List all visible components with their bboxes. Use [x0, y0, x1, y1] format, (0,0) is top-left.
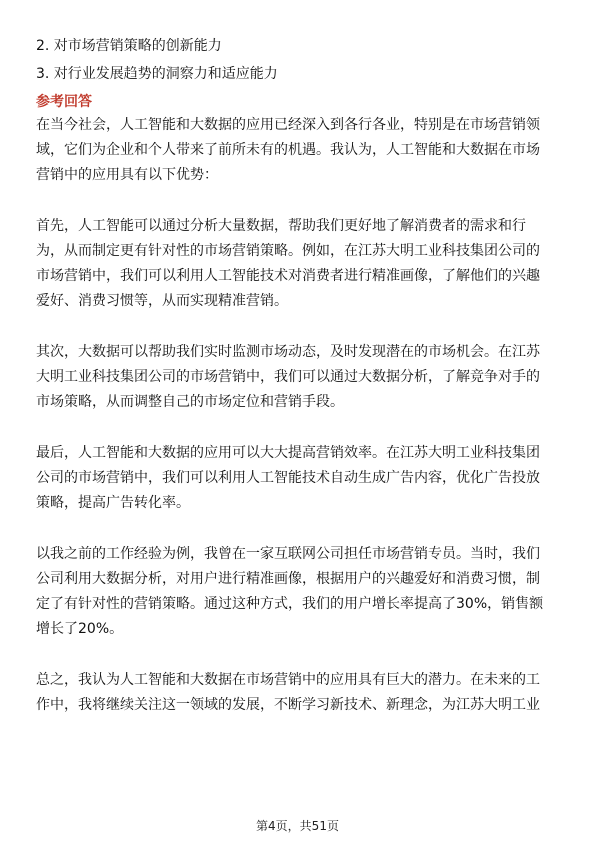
paragraph — [36, 340, 559, 415]
paragraph — [36, 441, 559, 516]
paragraph-line: 策略，提高广告转化率。 — [36, 495, 190, 511]
list-item: 2. 对市场营销策略的创新能力 — [36, 38, 222, 54]
page-content — [36, 34, 559, 718]
paragraph-line: 定了有针对性的营销策略。通过这种方式，我们的用户增长率提高了30%，销售额 — [36, 596, 544, 612]
paragraph — [36, 668, 559, 718]
paragraph-line: 公司利用大数据分析，对用户进行精准画像，根据用户的兴趣爱好和消费习惯，制 — [36, 571, 540, 587]
section-label: 参考回答 — [36, 94, 92, 110]
paragraph — [36, 542, 559, 642]
paragraph-line: 在当今社会，人工智能和大数据的应用已经深入到各行各业，特别是在市场营销领 — [36, 117, 540, 133]
paragraph-line: 大明工业科技集团公司的市场营销中，我们可以通过大数据分析，了解竞争对手的 — [36, 369, 540, 385]
paragraph-line: 市场策略，从而调整自己的市场定位和营销手段。 — [36, 394, 344, 410]
paragraph-line: 爱好、消费习惯等，从而实现精准营销。 — [36, 293, 288, 309]
paragraph-line: 以我之前的工作经验为例，我曾在一家互联网公司担任市场营销专员。当时，我们 — [36, 546, 540, 562]
paragraph-line: 最后，人工智能和大数据的应用可以大大提高营销效率。在江苏大明工业科技集团 — [36, 445, 540, 461]
page-number: 第4页，共51页 — [256, 819, 339, 833]
paragraph — [36, 214, 559, 314]
list-item: 3. 对行业发展趋势的洞察力和适应能力 — [36, 66, 278, 82]
paragraph-line: 市场营销中，我们可以利用人工智能技术对消费者进行精准画像，了解他们的兴趣 — [36, 268, 540, 284]
paragraph-line: 其次，大数据可以帮助我们实时监测市场动态，及时发现潜在的市场机会。在江苏 — [36, 344, 540, 360]
paragraph-line: 为，从而制定更有针对性的市场营销策略。例如，在江苏大明工业科技集团公司的 — [36, 243, 540, 259]
paragraph-line: 域，它们为企业和个人带来了前所未有的机遇。我认为，人工智能和大数据在市场 — [36, 142, 540, 158]
paragraph-line: 公司的市场营销中，我们可以利用人工智能技术自动生成广告内容，优化广告投放 — [36, 470, 540, 486]
paragraph-line: 增长了20%。 — [36, 621, 124, 637]
paragraph-line: 首先，人工智能可以通过分析大量数据，帮助我们更好地了解消费者的需求和行 — [36, 218, 526, 234]
paragraph-line: 营销中的应用具有以下优势： — [36, 167, 218, 183]
paragraph — [36, 113, 559, 188]
paragraph-line: 总之，我认为人工智能和大数据在市场营销中的应用具有巨大的潜力。在未来的工 — [36, 672, 540, 688]
paragraph-line: 作中，我将继续关注这一领域的发展，不断学习新技术、新理念，为江苏大明工业 — [36, 697, 540, 713]
